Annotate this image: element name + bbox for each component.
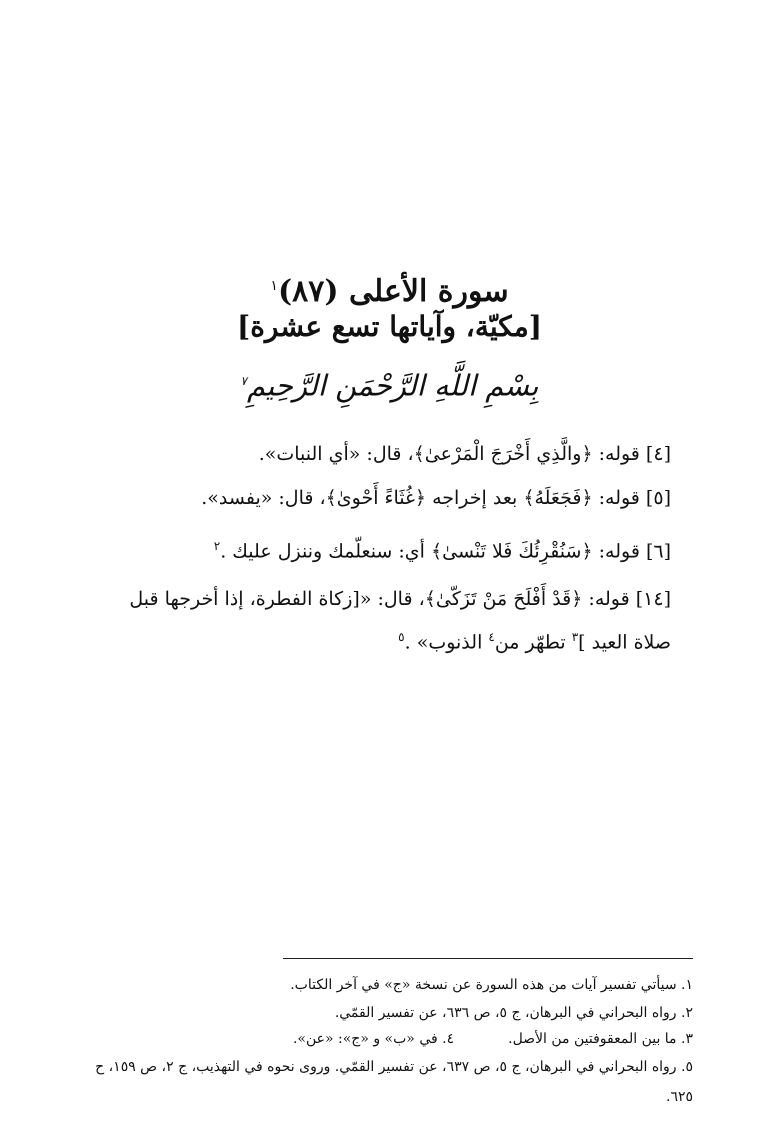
verse-4 — [86, 440, 671, 468]
footnote-4: ٤. في «ب» و «ج»: «عن». — [292, 1031, 455, 1047]
footnote-2: ٢. رواه البحراني في البرهان، ج ٥، ص ٦٣٦، عن تفسير القمّي. — [334, 1005, 693, 1021]
verse-text: [١٤] قوله: ﴿قَدْ أَفْلَحَ مَنْ تَزَكّىٰ﴾، قال: «[زكاة الفطرة، إذا أخرجها قبل صلاة العيد ] — [129, 588, 671, 654]
verse-note: ٤ — [488, 630, 495, 644]
surah-subtitle: [مكيّة، وآياتها تسع عشرة] — [236, 310, 543, 343]
verse-note: ٥ — [398, 630, 405, 644]
verse-6 — [86, 532, 671, 565]
basmala-note: ٧ — [240, 374, 247, 388]
footnote-3: ٣. ما بين المعقوفتين من الأصل. — [508, 1031, 693, 1047]
surah-title-text: سورة الأعلى (٨٧) — [277, 274, 509, 309]
basmala — [0, 360, 779, 407]
verse-text-end: الذنوب» . — [404, 631, 489, 654]
verse-5 — [86, 484, 671, 512]
verse-14 — [86, 580, 671, 661]
verse-text-cont: تطهّر من — [494, 631, 572, 654]
basmala-text: بِسْمِ اللَّهِ الرَّحْمَنِ الرَّحِيمِ — [246, 368, 539, 403]
verse-text: [٦] قوله: ﴿سَنُقْرِئُكَ فَلا تَنْسىٰ﴾ أي: سنعلّمك وننزل عليك . — [220, 540, 671, 563]
verse-text: [٤] قوله: ﴿والَّذِي أَخْرَجَ الْمَرْعىٰ﴾، قال: «أي النبات». — [258, 443, 671, 465]
footnote-3-4 — [80, 1028, 693, 1050]
verse-note: ٣ — [571, 630, 579, 644]
verse-text: [٥] قوله: ﴿فَجَعَلَهُ﴾ بعد إخراجه ﴿غُثَاءً أَحْوىٰ﴾، قال: «يفسد». — [201, 487, 671, 509]
surah-title-note: ١ — [270, 278, 278, 294]
surah-title — [0, 266, 779, 312]
footnote-1: ١. سيأتي تفسير آيات من هذه السورة عن نسخة «ج» في آخر الكتاب. — [290, 977, 693, 993]
footnote-5: ٥. رواه البحراني في البرهان، ج ٥، ص ٦٣٧، عن تفسير القمّي. وروى نحوه في التهذيب، ج ٢، ص ١٥٩، ح ٦٢٥. — [95, 1059, 693, 1105]
footnote-divider — [283, 958, 693, 959]
verse-note: ٢ — [213, 539, 221, 553]
